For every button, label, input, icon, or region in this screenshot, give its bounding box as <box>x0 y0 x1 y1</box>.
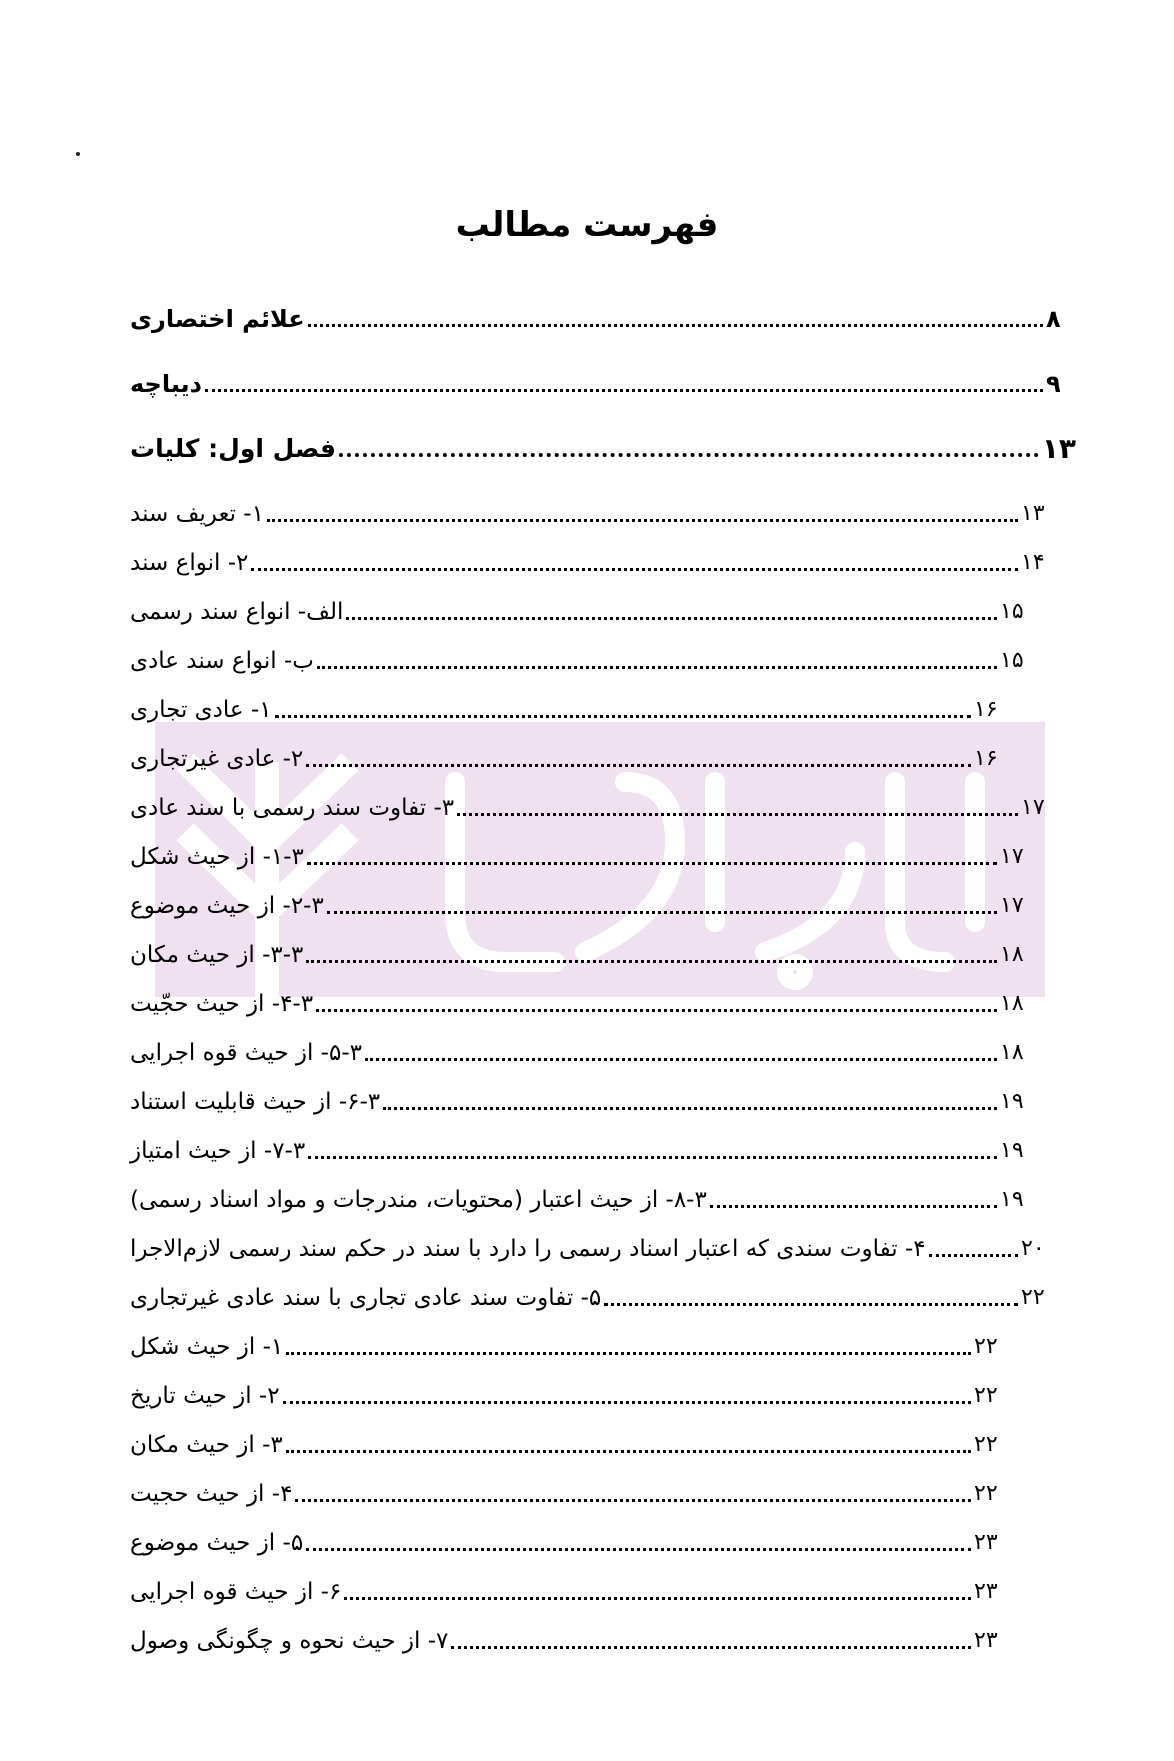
dot-leader <box>283 1401 971 1404</box>
toc-entry-label: ۲- انواع سند <box>130 550 249 576</box>
toc-entry-label: ۱- از حیث شکل <box>130 1334 284 1360</box>
toc-entry-label: ۱- عادی تجاری <box>130 697 272 723</box>
toc-entry-label: ۲- از حیث تاریخ <box>130 1383 280 1409</box>
toc-entry-label: ۵- تفاوت سند عادی تجاری با سند عادی غیرتجاری <box>130 1285 602 1311</box>
toc-entry[interactable] <box>130 365 1076 401</box>
toc-page-number: ۲۳ <box>974 1530 998 1555</box>
toc-entry-label: ۷-۳- از حیث امتیاز <box>130 1138 306 1164</box>
toc-entry[interactable] <box>130 838 1030 874</box>
dot-leader <box>295 1499 971 1502</box>
dot-leader <box>286 1352 971 1355</box>
toc-entry-label: ۷- از حیث نحوه و چگونگی وصول <box>130 1628 449 1654</box>
toc-entry[interactable] <box>130 544 1051 580</box>
toc-entry-label: ۸-۳- از حیث اعتبار (محتویات، مندرجات و مواد اسناد رسمی) <box>130 1187 707 1213</box>
toc-entry-label: ۵- از حیث موضوع <box>130 1530 304 1556</box>
toc-entry[interactable] <box>130 1132 1030 1168</box>
toc-entry-label: ۶- از حیث قوه اجرایی <box>130 1579 342 1605</box>
toc-entry[interactable] <box>130 495 1051 531</box>
toc-entry[interactable] <box>130 642 1030 678</box>
toc-entry-label: دیباچه <box>130 370 202 398</box>
toc-entry-label: ۲- عادی غیرتجاری <box>130 746 304 772</box>
toc-entry[interactable] <box>130 887 1030 923</box>
toc-page-number: ۱۶ <box>974 697 998 722</box>
toc-page-number: ۱۷ <box>1000 844 1024 869</box>
toc-page-number: ۸ <box>1046 305 1061 333</box>
toc-page-number: ۲۳ <box>974 1628 998 1653</box>
toc-page-number: ۱۵ <box>1000 599 1024 624</box>
toc-entry[interactable] <box>130 1279 1051 1315</box>
toc-entry[interactable] <box>130 1230 1051 1266</box>
toc-page-number: ۱۹ <box>1000 1138 1024 1163</box>
dot-leader <box>205 389 1043 392</box>
toc-page-number: ۲۲ <box>974 1334 998 1359</box>
dot-leader <box>339 453 1039 457</box>
toc-page-number: ۱۳ <box>1041 432 1076 465</box>
toc-entry[interactable] <box>130 936 1030 972</box>
dot-leader <box>275 715 971 718</box>
toc-entry-label: ۶-۳- از حیث قابلیت استناد <box>130 1089 381 1115</box>
dot-leader <box>307 862 997 865</box>
dot-leader <box>306 764 971 767</box>
toc-page-number: ۲۲ <box>974 1383 998 1408</box>
dot-leader <box>316 1009 997 1012</box>
toc-page-number: ۱۹ <box>1000 1089 1024 1114</box>
dot-leader <box>317 666 997 669</box>
toc-entry-label: ۴- تفاوت سندی که اعتبار اسناد رسمی را دارد با سند در حکم سند رسمی لازم‌الاجرا <box>130 1236 926 1262</box>
toc-page-number: ۲۲ <box>1021 1285 1045 1310</box>
toc-entry[interactable] <box>130 1573 1004 1609</box>
toc-entry[interactable] <box>130 1524 1004 1560</box>
toc-entry[interactable] <box>130 691 1004 727</box>
toc-entry-label: ۴- از حیث حجیت <box>130 1481 293 1507</box>
toc-page-number: ۱۸ <box>1000 1040 1024 1065</box>
toc-entry-label: ۱- تعریف سند <box>130 501 264 527</box>
toc-entry-label: ۲-۳- از حیث موضوع <box>130 893 324 919</box>
toc-page-number: ۲۳ <box>974 1579 998 1604</box>
toc-page-number: ۹ <box>1046 370 1061 398</box>
toc-entry[interactable] <box>130 1475 1004 1511</box>
toc-page-number: ۱۸ <box>1000 942 1024 967</box>
toc-entry[interactable] <box>130 1181 1030 1217</box>
toc-page-number: ۱۹ <box>1000 1187 1024 1212</box>
toc-entry[interactable] <box>130 1328 1004 1364</box>
dot-leader <box>929 1254 1018 1257</box>
toc-page-number: ۱۸ <box>1000 991 1024 1016</box>
dot-leader <box>451 1646 971 1649</box>
toc-entry[interactable] <box>130 1083 1030 1119</box>
toc-entry[interactable] <box>130 593 1030 629</box>
dot-leader <box>604 1303 1018 1306</box>
toc-page-number: ۲۲ <box>974 1481 998 1506</box>
toc-entry-label: ب- انواع سند عادی <box>130 648 314 674</box>
toc-entry-label: ۱-۳- از حیث شکل <box>130 844 304 870</box>
toc-entry-label: ۵-۳- از حیث قوه اجرایی <box>130 1040 362 1066</box>
toc-page-number: ۱۳ <box>1021 501 1045 526</box>
dot-leader <box>710 1205 997 1208</box>
toc-entry[interactable] <box>130 430 1076 466</box>
toc-entry[interactable] <box>130 1426 1004 1462</box>
dot-leader <box>344 1597 971 1600</box>
toc-entry-label: علائم اختصاری <box>130 305 305 333</box>
toc-entry[interactable] <box>130 1034 1030 1070</box>
dot-leader <box>306 960 997 963</box>
toc-entry[interactable] <box>130 1377 1004 1413</box>
toc-page-number: ۱۷ <box>1021 795 1045 820</box>
toc-page-number: ۲۲ <box>974 1432 998 1457</box>
dot-leader <box>286 1450 971 1453</box>
dot-leader <box>308 1156 997 1159</box>
dot-leader <box>251 568 1018 571</box>
dot-leader <box>306 1548 971 1551</box>
page-title: فهرست مطالب <box>455 205 719 245</box>
dot-leader <box>327 911 997 914</box>
toc-entry[interactable] <box>130 740 1004 776</box>
toc-entry-label: ۴-۳- از حیث حجّیت <box>130 991 314 1017</box>
dot-leader <box>383 1107 997 1110</box>
toc-page-number: ۱۵ <box>1000 648 1024 673</box>
toc-entry[interactable] <box>130 300 1076 336</box>
toc-entry-label: ۳- از حیث مکان <box>130 1432 283 1458</box>
toc-page-number: ۲۰ <box>1021 1236 1045 1261</box>
toc-entry-label: فصل اول: کلیات <box>130 434 336 463</box>
dot-leader <box>365 1058 997 1061</box>
dot-leader <box>457 813 1018 816</box>
dot-leader <box>267 519 1018 522</box>
toc-entry-label: ۳- تفاوت سند رسمی با سند عادی <box>130 795 455 821</box>
dot-leader <box>308 324 1043 327</box>
toc-entry-label: الف- انواع سند رسمی <box>130 599 344 625</box>
toc-page-number: ۱۷ <box>1000 893 1024 918</box>
toc-page-number: ۱۴ <box>1021 550 1045 575</box>
toc-entry[interactable] <box>130 789 1051 825</box>
toc-page-number: ۱۶ <box>974 746 998 771</box>
toc-entry-label: ۳-۳- از حیث مکان <box>130 942 304 968</box>
toc-entry[interactable] <box>130 1622 1004 1658</box>
toc-entry[interactable] <box>130 985 1030 1021</box>
dot-leader <box>346 617 997 620</box>
